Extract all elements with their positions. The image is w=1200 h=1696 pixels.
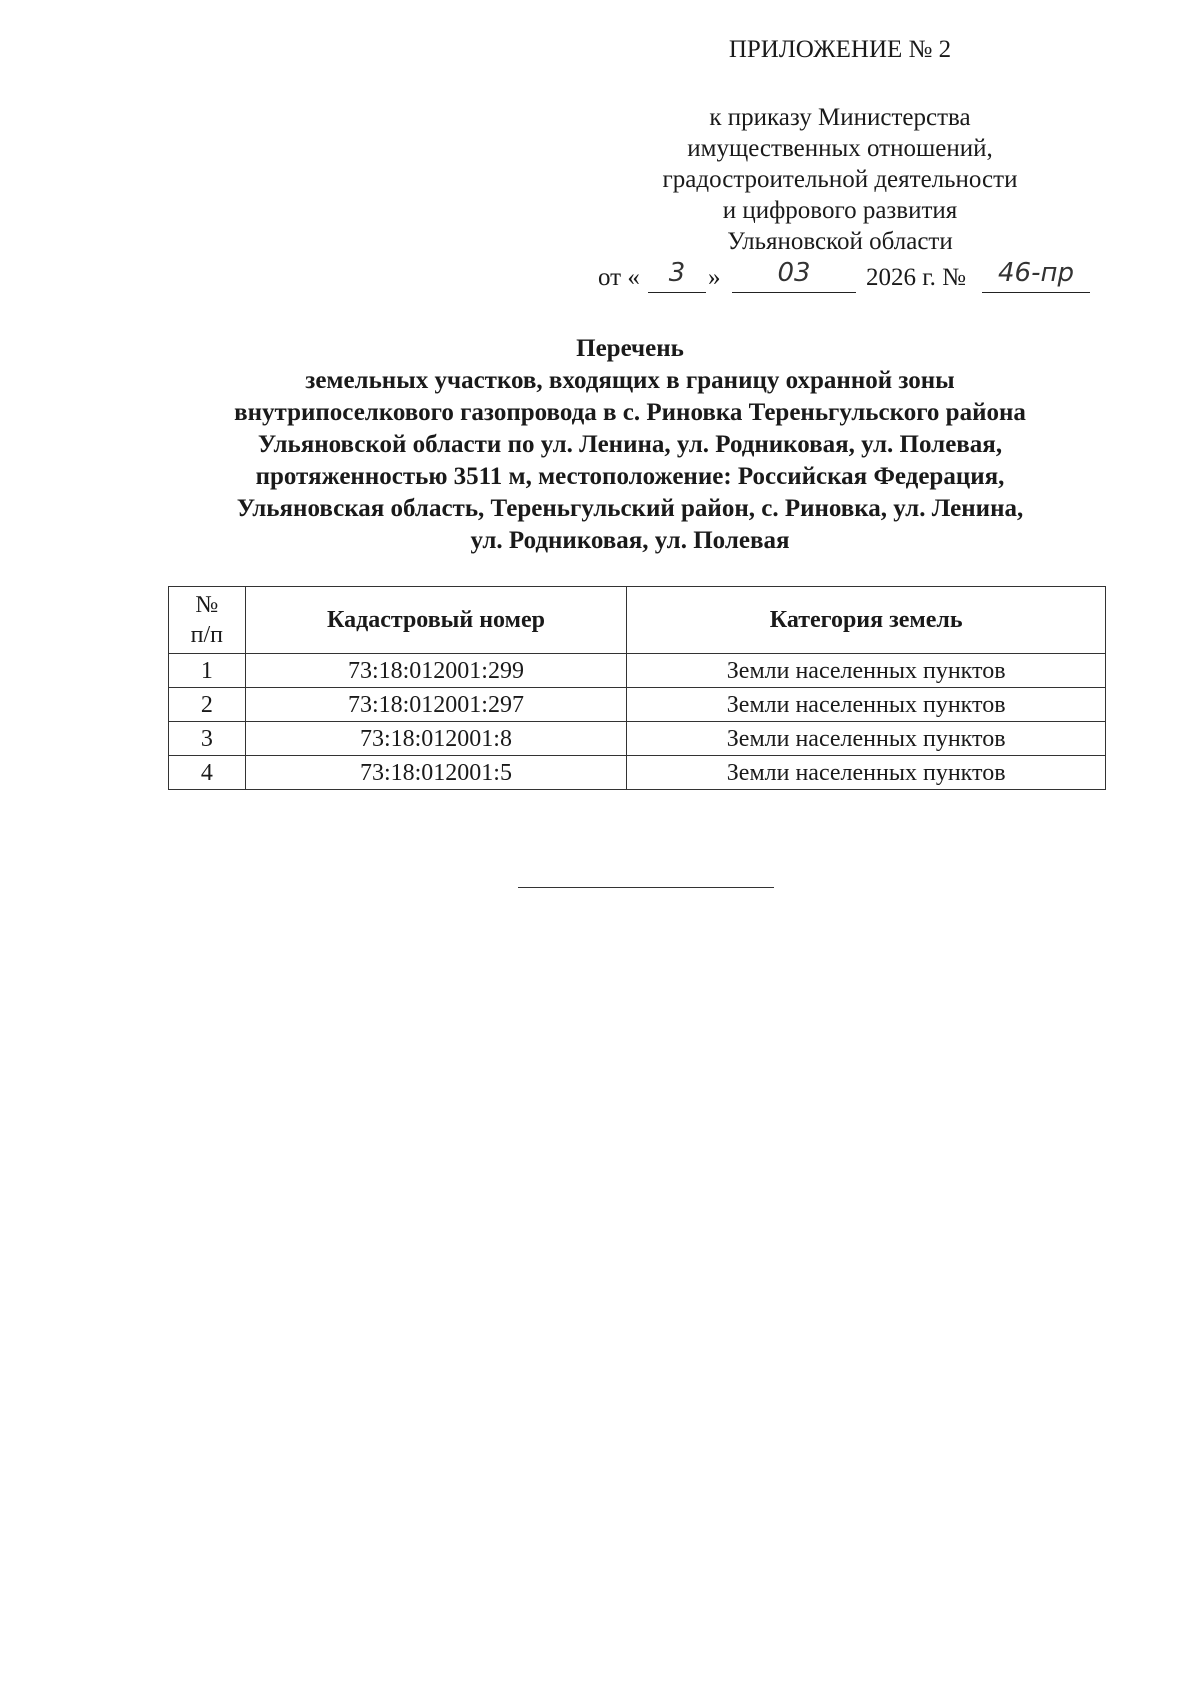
title-line: Ульяновской области по ул. Ленина, ул. Родниковая, ул. Полевая, (257, 431, 1003, 458)
order-day-blank (648, 258, 706, 293)
column-header-number (169, 587, 246, 654)
column-header-number-line1: № (195, 592, 219, 618)
land-category: Земли населенных пунктов (627, 654, 1106, 688)
header-line: градостроительной деятельности (662, 166, 1018, 193)
land-category: Земли населенных пунктов (627, 756, 1106, 790)
header-line: Ульяновской области (727, 228, 953, 255)
order-day: 3 (668, 258, 686, 288)
title-line: Ульяновская область, Тереньгульский район, с. Риновка, ул. Ленина, (236, 495, 1024, 522)
table-row (169, 654, 1106, 688)
land-parcels-table (168, 586, 1106, 790)
row-number: 4 (169, 756, 246, 790)
column-header-number-line2: п/п (190, 622, 223, 648)
column-header-category: Категория земель (627, 587, 1106, 654)
title-line: внутрипоселкового газопровода в с. Риновка Тереньгульского района (234, 399, 1026, 426)
table-header-row (169, 587, 1106, 654)
order-year-label: 2026 г. № (866, 264, 967, 291)
table-row (169, 688, 1106, 722)
land-category: Земли населенных пунктов (627, 688, 1106, 722)
cadastral-number: 73:18:012001:299 (245, 654, 627, 688)
order-reference-block (560, 102, 1120, 257)
cadastral-number: 73:18:012001:8 (245, 722, 627, 756)
order-month: 03 (777, 258, 811, 288)
title-line: земельных участков, входящих в границу охранной зоны (305, 367, 955, 394)
order-date-prefix: от « (598, 264, 640, 291)
land-category: Земли населенных пунктов (627, 722, 1106, 756)
appendix-title: ПРИЛОЖЕНИЕ № 2 (728, 36, 952, 63)
header-line: имущественных отношений, (687, 135, 993, 162)
title-line: Перечень (576, 335, 684, 362)
header-line: и цифрового развития (722, 197, 958, 224)
cadastral-number: 73:18:012001:297 (245, 688, 627, 722)
order-day-close: » (708, 264, 721, 291)
order-number-blank (982, 258, 1090, 293)
header-line: к приказу Министерства (709, 104, 971, 131)
table-row (169, 756, 1106, 790)
table-row (169, 722, 1106, 756)
row-number: 1 (169, 654, 246, 688)
document-title (150, 333, 1110, 557)
title-line: ул. Родниковая, ул. Полевая (470, 527, 790, 554)
title-line: протяженностью 3511 м, местоположение: Российская Федерация, (255, 463, 1005, 490)
row-number: 2 (169, 688, 246, 722)
column-header-cadastral: Кадастровый номер (245, 587, 627, 654)
end-of-document-divider (518, 887, 774, 888)
order-month-blank (732, 258, 856, 293)
row-number: 3 (169, 722, 246, 756)
cadastral-number: 73:18:012001:5 (245, 756, 627, 790)
order-number: 46-пр (998, 258, 1074, 288)
